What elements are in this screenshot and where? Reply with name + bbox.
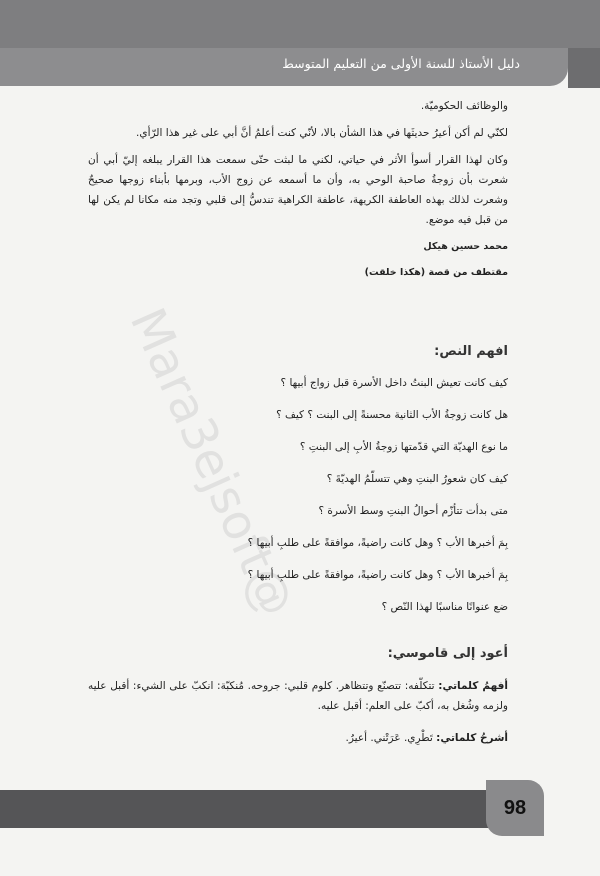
understand-label: أفهمُ كلماتي: [438,680,509,692]
passage-paragraph: وكان لهذا القرار أسوأ الأثر في حياتي، لكني ما لبثت حتّى سمعت هذا القرار يبلغه إليّ أبي أن شعرت بأن زوجةُ صاحبة الوحي به، وأن ما أسمعه عن زوج الأب، وبرمها بأبناء زوجها صحيحٌ وشعرت لذلك بهذه العاطفة الكريهة، عاطفة الكراهية تندسُّ إلى قلبي وتجد منه مكانا لم يكن لها من قبل فيه موضع. [88,154,508,226]
watermark: @Mara3ejsoft [118,300,305,625]
question-item: هل كانت زوجةُ الأب الثانية محسنةً إلى البنت ؟ كيف ؟ [276,409,508,421]
question-item: متى بدأت تتأزّم أحوالُ البنتِ وسط الأسرة ؟ [318,505,508,517]
header-corner [568,48,600,88]
explain-text: تَطْرِي. عَرَتْني. أعيرُ. [345,732,433,744]
page-number: 98 [503,796,527,819]
question-item: كيف كان شعورُ البنتِ وهي تتسلّمُ الهديّةَ ؟ [326,473,508,485]
header-title: دليل الأستاذ للسنة الأولى من التعليم المتوسط [282,56,520,71]
explain-words [88,728,508,748]
question-item: كيف كانت تعيش البنتُ داخل الأسرة قبل زواج أبيها ؟ [280,377,508,389]
comprehension-title: افهم النص: [434,344,508,359]
understand-words [88,676,508,716]
author-name: محمد حسين هيكل [423,241,508,252]
source-note: مقتطف من قصة (هكذا خلقت) [364,267,508,278]
dictionary-title: أعود إلى قاموسي: [387,646,508,661]
passage-line: والوظائف الحكوميّة. [420,100,508,112]
passage [88,96,508,283]
question-item: بِمَ أخبرها الأب ؟ وهل كانت راضيةً، موافقةً على طلبِ أبيها ؟ [247,537,508,549]
question-item: ضع عنوانًا مناسبًا لهذا النّص ؟ [381,601,508,613]
question-item: بِمَ أخبرها الأب ؟ وهل كانت راضيةً، موافقةً على طلبِ أبيها ؟ [247,569,508,581]
passage-paragraph: لكنّي لم أكن أعيرُ حديثَها في هذا الشأن بالا، لأنّي كنت أعلمُ أنَّ أبي على غير هذا الرّأي. [136,127,508,139]
understand-text: تتكلّفه: تتصنّع وتتظاهر. كلوم قلبي: جروحه. مُنكبّة: انكبّ على الشيء: أقبل عليه ولزمه وشُغل به، أكبّ على العلم: أقبل عليه. [88,680,508,712]
explain-label: أشرحُ كلماتي: [436,732,508,744]
footer-bar [0,790,540,828]
page-number-box [486,780,544,836]
header-bar [0,0,600,48]
question-item: ما نوع الهديّة التي قدّمتها زوجةُ الأبِ إلى البنتِ ؟ [299,441,508,453]
